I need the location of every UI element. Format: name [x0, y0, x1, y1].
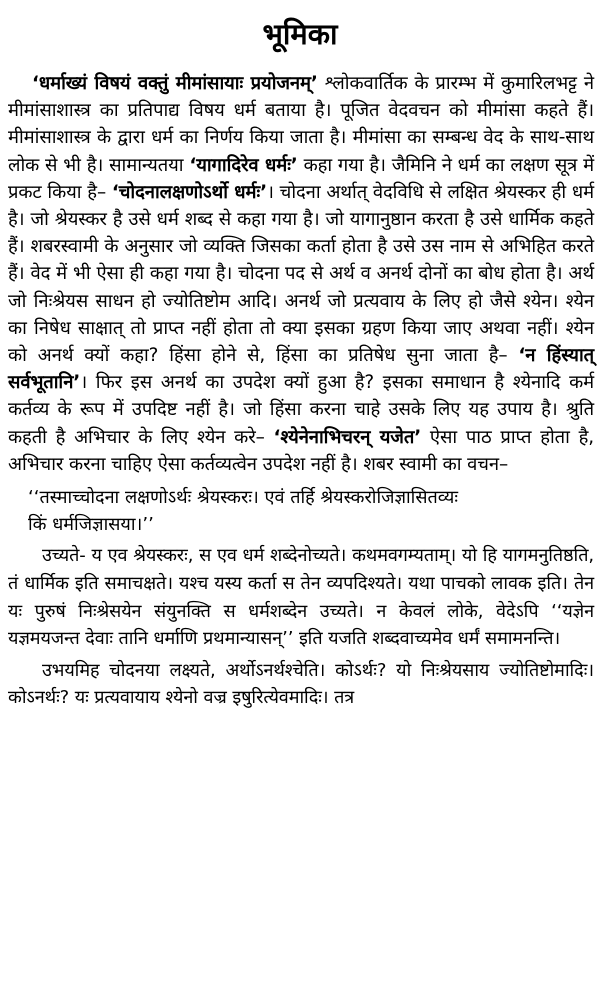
sanskrit-paragraph-ubhayam: उभयमिह चोदनया लक्ष्यते, अर्थोऽनर्थश्चेति। कोऽर्थः? यो निःश्रेयसाय ज्योतिष्टोमादिः। कोऽनर्थः? यः प्रत्यवायाय श्येनो वज्र इषुरित्येवमादिः। तत्र: [8, 659, 594, 709]
page-body: [8, 70, 594, 712]
paragraph-intro-text-1: श्लोकवार्तिक के प्रारम्भ में कुमारिलभट्ट ने मीमांसाशास्त्र का प्रतिपाद्य विषय धर्म बताया है। पूजित वेदवचन को मीमांसा कहते हैं। मीमांसाशास्त्र के द्वारा धर्म का निर्णय किया जाता है। मीमांसा का सम्बन्ध वेद के साथ-साथ लोक से भी है। सामान्यतया: [8, 73, 594, 176]
page-title: भूमिका: [262, 17, 338, 51]
quotation-dharmakhyam: ‘धर्माख्यं विषयं वक्तुं मीमांसायाः प्रयोजनम्’: [32, 73, 318, 94]
sanskrit-paragraph-uchyate: उच्यते- य एव श्रेयस्करः, स एव धर्म शब्देनोच्यते। कथमवगम्यताम्। यो हि यागमनुतिष्ठति, तं धार्मिक इति समाचक्षते। यश्च यस्य कर्ता स तेन व्यपदिश्यते। यथा पाचको लावक इति। तेन यः पुरुषं निःश्रेसयेन संयुनक्ति स धर्मशब्देन उच्यते। न केवलं लोके, वेदेऽपि ‘‘यज्ञेन यज्ञमयजन्त देवाः तानि धर्माणि प्रथमान्यासन्’’ इति यजति शब्दवाच्यमेव धर्मं समामनन्ति।: [8, 545, 594, 650]
paragraph-intro-text-4: । फिर इस अनर्थ का उपदेश क्यों हुआ है? इसका समाधान है श्येनादि कर्म कर्तव्य के रूप में उपदिष्ट नहीं है। जो हिंसा करना चाहे उसके लिए यह उपाय है। श्रुति कहती है अभिचार के लिए श्येन करे–: [8, 372, 594, 448]
quotation-chodanalakshana: ‘चोदनालक्षणोऽर्थो धर्मः’: [111, 181, 267, 203]
shabara-quotation-line-1: ‘‘तस्माच्चोदना लक्षणोऽर्थः श्रेयस्करः। एवं तर्हि श्रेयस्करोजिज्ञासितव्यः: [28, 487, 459, 509]
quotation-na-himsyat: ‘न हिंस्यात् सर्वभूतानि’: [8, 345, 594, 394]
quotation-shyenena: ‘श्येनेनाभिचरन् यजेत’: [273, 426, 422, 448]
shabara-quotation-line-2: किं धर्मजिज्ञासया।’’: [28, 514, 154, 536]
shabara-quotation: [8, 484, 594, 538]
paragraph-intro-text-5: ऐसा पाठ प्राप्त होता है, अभिचार करना चाहिए ऐसा कर्तव्यत्वेन उपदेश नहीं है। शबर स्वामी का वचन–: [8, 426, 594, 475]
paragraph-intro-text-2: कहा गया है। जैमिनि ने धर्म का लक्षण सूत्र में प्रकट किया है–: [8, 154, 594, 203]
quotation-yagadireva: ‘यागादिरेव धर्मः’: [189, 154, 298, 176]
paragraph-intro: [8, 70, 594, 478]
paragraph-intro-text-3: । चोदना अर्थात् वेदविधि से लक्षित श्रेयस्कर ही धर्म है। जो श्रेयस्कर है उसे धर्म शब्द से कहा गया है। जो यागानुष्ठान करता है उसे धार्मिक कहते हैं। शबरस्वामी के अनुसार जो व्यक्ति जिसका कर्ता होता है उसे उस नाम से अभिहित करते हैं। वेद में भी ऐसा ही कहा गया है। चोदना पद से अर्थ व अनर्थ दोनों का बोध होता है। अर्थ जो निःश्रेयस साधन हो ज्योतिष्टोम आदि। अनर्थ जो प्रत्यवाय के लिए हो जैसे श्येन। श्येन का निषेध साक्षात् तो प्राप्त नहीं होता तो क्या इसका ग्रहण किया जाए अथवा नहीं। श्येन को अनर्थ क्यों कहा? हिंसा होने से, हिंसा का प्रतिषेध सुना जाता है–: [8, 181, 594, 367]
